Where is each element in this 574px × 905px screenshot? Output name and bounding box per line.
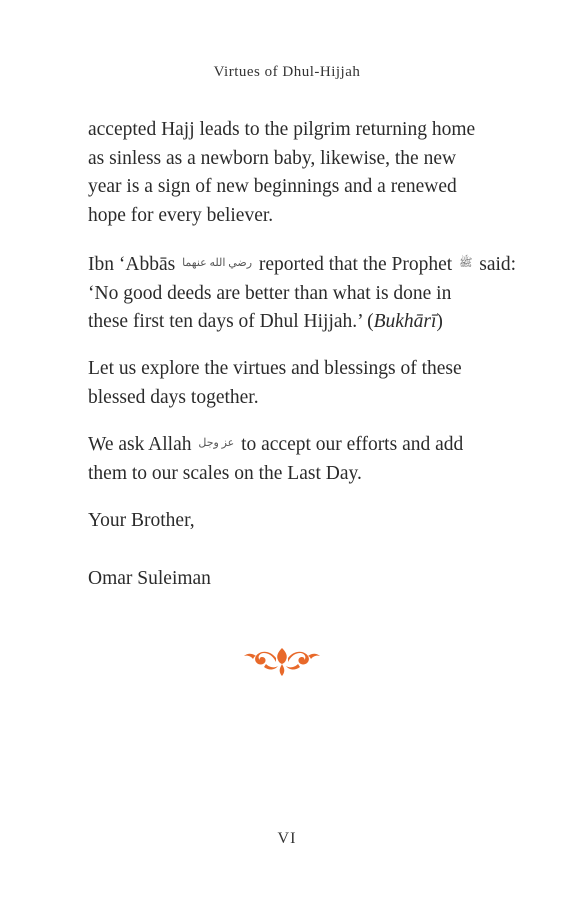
- paragraph-line: blessed days together.: [88, 386, 259, 408]
- sign-off-line: Your Brother,: [88, 510, 195, 531]
- author-signature: [88, 565, 508, 594]
- text-segment: these first ten days of Dhul Hijjah.’ (: [88, 311, 374, 333]
- text-segment: said:: [479, 254, 517, 275]
- paragraph-line: [88, 308, 508, 337]
- paragraph-1: [88, 116, 508, 230]
- narrator-name: Ibn ‘Abbās: [88, 254, 176, 275]
- paragraph-line: them to our scales on the Last Day.: [88, 462, 362, 484]
- text-segment: to accept our efforts and add: [241, 434, 464, 455]
- paragraph-line: [88, 431, 508, 460]
- honorific-glyph-icon: ﷺ: [459, 257, 473, 270]
- source-citation: Bukhārī: [373, 311, 437, 333]
- paragraph-line: ‘No good deeds are better than what is done in: [88, 282, 452, 304]
- text-segment: ): [436, 311, 443, 333]
- paragraph-line: [88, 251, 517, 280]
- paragraph-line: Let us explore the virtues and blessings of these: [88, 358, 462, 379]
- author-name: Omar Suleiman: [88, 568, 211, 589]
- paragraph-line: year is a sign of new beginnings and a renewed: [88, 176, 457, 198]
- honorific-glyph-icon: عز وجل: [198, 437, 235, 450]
- running-header: Virtues of Dhul-Hijjah: [213, 64, 361, 80]
- paragraph-3: [88, 355, 508, 412]
- paragraph-line: as sinless as a newborn baby, likewise, the new: [88, 147, 457, 169]
- page-number: VI: [277, 830, 297, 847]
- honorific-glyph-icon: رضي الله عنهما: [182, 257, 253, 270]
- floral-ornament-icon: [242, 644, 322, 678]
- paragraph-2: [88, 251, 517, 337]
- paragraph-4: [88, 431, 508, 488]
- text-segment: reported that the Prophet: [258, 254, 453, 275]
- sign-off: [88, 507, 508, 536]
- paragraph-line: hope for every believer.: [88, 204, 274, 226]
- paragraph-line: accepted Hajj leads to the pilgrim returning home: [88, 119, 476, 140]
- text-segment: We ask Allah: [88, 434, 192, 455]
